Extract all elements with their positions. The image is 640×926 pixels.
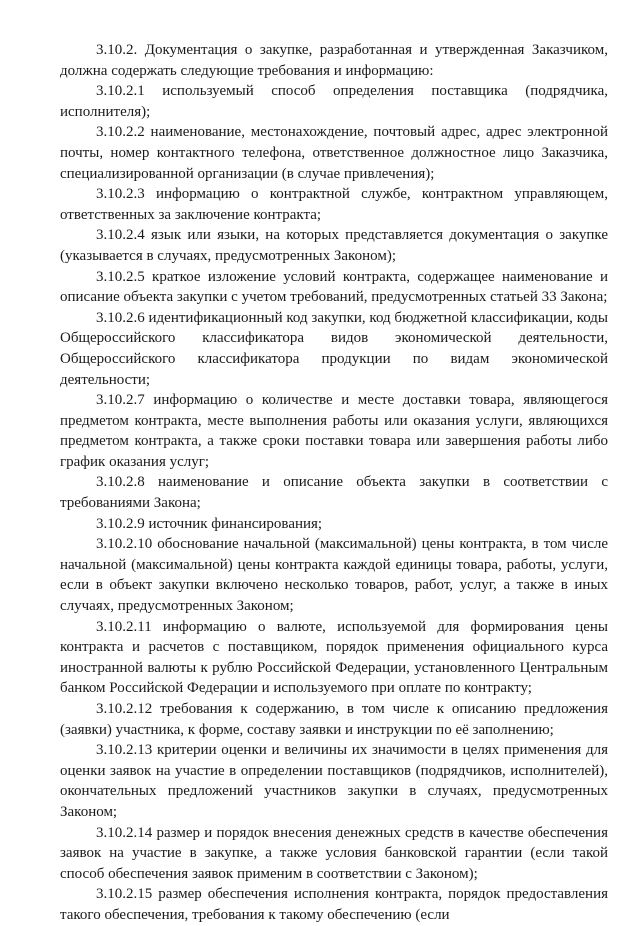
paragraph-3-10-2-9: 3.10.2.9 источник финансирования;	[96, 515, 323, 532]
paragraph-3-10-2-10: 3.10.2.10 обоснование начальной (максимальной) цены контракта, в том числе начальной (максимальной) цены контракта каждой единицы товара, работы, услуги, если в объект закупки включено несколько товаров, работ, услуг, а также в иных случаях, предусмотренных Законом;	[60, 536, 608, 615]
paragraph-3-10-2-5: 3.10.2.5 краткое изложение условий контракта, содержащее наименование и описание объекта закупки с учетом требований, предусмотренных статьей 33 Закона;	[60, 268, 608, 306]
paragraph-3-10-2-12: 3.10.2.12 требования к содержанию, в том числе к описанию предложения (заявки) участника, к форме, составу заявки и инструкции по её заполнению;	[60, 701, 608, 738]
paragraph-3-10-2-4: 3.10.2.4 язык или языки, на которых представляется документация о закупке (указывается в случаях, предусмотренных Законом);	[60, 227, 608, 264]
paragraph-3-10-2-8: 3.10.2.8 наименование и описание объекта закупки в соответствии с требованиями Закона;	[60, 474, 608, 512]
paragraph-3-10-2-2: 3.10.2.2 наименование, местонахождение, почтовый адрес, адрес электронной почты, номер контактного телефона, ответственное должностное лицо Заказчика, специализированной организации (в случае привлечения);	[60, 124, 608, 182]
paragraph-3-10-2-14: 3.10.2.14 размер и порядок внесения денежных средств в качестве обеспечения заявок на участие в закупке, а также условия банковской гарантии (если такой способ обеспечения заявок применим в соответствии с Законом);	[60, 824, 608, 882]
paragraph-3-10-2-7: 3.10.2.7 информацию о количестве и месте доставки товара, являющегося предметом контракта, месте выполнения работы или оказания услуги, являющихся предметом контракта, а также сроки поставки товара или завершения работы либо график оказания услуг;	[60, 392, 608, 470]
paragraph-3-10-2-6: 3.10.2.6 идентификационный код закупки, код бюджетной классификации, коды Общероссийского классификатора видов экономической деятельности, Общероссийского классификатора продукции по видам экономической деятельности;	[60, 309, 608, 388]
paragraph-3-10-2-11: 3.10.2.11 информацию о валюте, используемой для формирования цены контракта и расчетов с поставщиком, порядок применения официального курса иностранной валюты к рублю Российской Федерации, установленного Центральным банком Российской Федерации и используемого при оплате по контракту;	[60, 618, 608, 697]
paragraph-3-10-2-15: 3.10.2.15 размер обеспечения исполнения контракта, порядок предоставления такого обеспечения, требования к такому обеспечению (если	[60, 886, 608, 923]
document-page	[60, 40, 608, 926]
paragraph-3-10-2-3: 3.10.2.3 информацию о контрактной службе, контрактном управляющем, ответственных за заключение контракта;	[60, 186, 608, 223]
paragraph-3-10-2: 3.10.2. Документация о закупке, разработанная и утвержденная Заказчиком, должна содержать следующие требования и информацию:	[60, 42, 608, 79]
paragraph-3-10-2-13: 3.10.2.13 критерии оценки и величины их значимости в целях применения для оценки заявок на участие в определении поставщиков (подрядчиков, исполнителей), окончательных предложений участников закупки в случаях, предусмотренных Законом;	[60, 742, 608, 820]
paragraph-3-10-2-1: 3.10.2.1 используемый способ определения поставщика (подрядчика, исполнителя);	[60, 83, 608, 120]
